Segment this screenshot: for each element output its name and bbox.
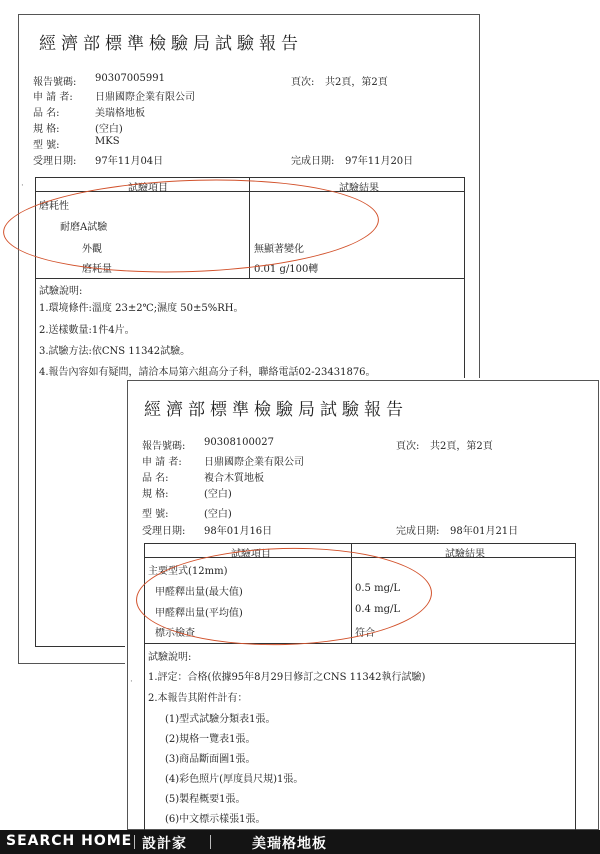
report-title: 經濟部標準檢驗局試驗報告 xyxy=(144,400,408,420)
note-line: (5)製程概要1張。 xyxy=(165,794,246,805)
received-date: 98年01月16日 xyxy=(204,526,273,537)
brand-divider xyxy=(134,835,135,849)
table-row-item: 甲醛釋出量(最大值) xyxy=(155,587,243,598)
table-row-item: 主要型式(12mm) xyxy=(148,566,228,577)
applicant-label: 申 請 者: xyxy=(142,457,182,468)
model-label: 型 號: xyxy=(33,140,60,151)
report-number-label: 報告號碼: xyxy=(142,441,186,452)
report-title: 經濟部標準檢驗局試驗報告 xyxy=(39,34,303,54)
note-line: 4.報告內容如有疑問，請洽本局第六組高分子科，聯絡電話02-23431876。 xyxy=(39,367,376,378)
applicant: 日鼎國際企業有限公司 xyxy=(95,92,195,103)
table-body-divider xyxy=(36,278,464,279)
model-label: 型 號: xyxy=(142,509,169,520)
applicant-label: 申 請 者: xyxy=(33,92,73,103)
model: MKS xyxy=(95,136,120,147)
product-caption: 美瑞格地板 xyxy=(252,836,327,852)
table-row-item: 磨耗性 xyxy=(39,201,69,212)
note-line: (1)型式試驗分類表1張。 xyxy=(165,714,276,725)
spec-label: 規 格: xyxy=(33,124,60,135)
section-label: 設計家 xyxy=(142,836,187,852)
test-report-2 xyxy=(127,380,599,830)
hole-punch-mark: · xyxy=(21,181,24,191)
table-row-result: 0.5 mg/L xyxy=(355,583,400,594)
notes-title: 試驗說明: xyxy=(39,286,83,297)
header-test-result: 試驗結果 xyxy=(445,549,485,560)
page-label: 頁次: xyxy=(396,441,420,452)
table-row-item: 外觀 xyxy=(82,244,102,255)
brand-logo: SEARCH HOME xyxy=(6,833,133,849)
header-test-item: 試驗項目 xyxy=(231,549,271,560)
note-line: (4)彩色照片(厚度員尺規)1張。 xyxy=(165,774,304,785)
table-row-item: 標示檢查 xyxy=(155,628,195,639)
completed-date: 98年01月21日 xyxy=(450,526,519,537)
brand-bar xyxy=(0,830,600,854)
header-test-result: 試驗結果 xyxy=(339,183,379,194)
spec: (空白) xyxy=(95,124,123,135)
note-line: 1.環境條件:溫度 23±2℃;濕度 50±5%RH。 xyxy=(39,303,244,314)
table-row-result: 0.4 mg/L xyxy=(355,604,400,615)
table-row-item: 磨耗量 xyxy=(82,264,112,275)
note-line: 2.送樣數量:1件4片。 xyxy=(39,325,135,336)
hole-punch-mark: · xyxy=(130,677,133,687)
completed-date: 97年11月20日 xyxy=(345,156,414,167)
table-row-result: 0.01 g/100轉 xyxy=(254,264,319,275)
table-row-result: 符合 xyxy=(355,628,375,639)
note-line: (6)中文標示樣張1張。 xyxy=(165,814,266,825)
table-body-divider xyxy=(145,643,575,644)
spec: (空白) xyxy=(204,489,232,500)
note-line: (2)規格一覽表1張。 xyxy=(165,734,256,745)
page-label: 頁次: xyxy=(291,77,315,88)
spec-label: 規 格: xyxy=(142,489,169,500)
product-label: 品 名: xyxy=(33,108,60,119)
received-date: 97年11月04日 xyxy=(95,156,164,167)
product-name: 美瑞格地板 xyxy=(95,108,145,119)
completed-date-label: 完成日期: xyxy=(396,526,440,537)
report-number: 90308100027 xyxy=(204,437,274,448)
applicant: 日鼎國際企業有限公司 xyxy=(204,457,304,468)
page-number: 共2頁，第2頁 xyxy=(430,441,493,452)
note-line: 3.試驗方法:依CNS 11342試驗。 xyxy=(39,346,191,357)
page-number: 共2頁，第2頁 xyxy=(325,77,388,88)
received-date-label: 受理日期: xyxy=(33,156,77,167)
note-line: (3)商品斷面圖1張。 xyxy=(165,754,256,765)
received-date-label: 受理日期: xyxy=(142,526,186,537)
report-number: 90307005991 xyxy=(95,73,165,84)
completed-date-label: 完成日期: xyxy=(291,156,335,167)
product-name: 複合木質地板 xyxy=(204,473,264,484)
report-number-label: 報告號碼: xyxy=(33,77,77,88)
model: (空白) xyxy=(204,509,232,520)
table-row-item: 耐磨A試驗 xyxy=(60,222,108,233)
note-line: 1.評定：合格(依據95年8月29日修訂之CNS 11342執行試驗) xyxy=(148,672,426,683)
product-label: 品 名: xyxy=(142,473,169,484)
note-line: 2.本報告其附件計有： xyxy=(148,693,248,704)
notes-title: 試驗說明: xyxy=(148,652,192,663)
header-test-item: 試驗項目 xyxy=(128,183,168,194)
table-row-item: 甲醛釋出量(平均值) xyxy=(155,608,243,619)
brand-divider xyxy=(210,835,211,849)
table-row-result: 無顯著變化 xyxy=(254,244,304,255)
